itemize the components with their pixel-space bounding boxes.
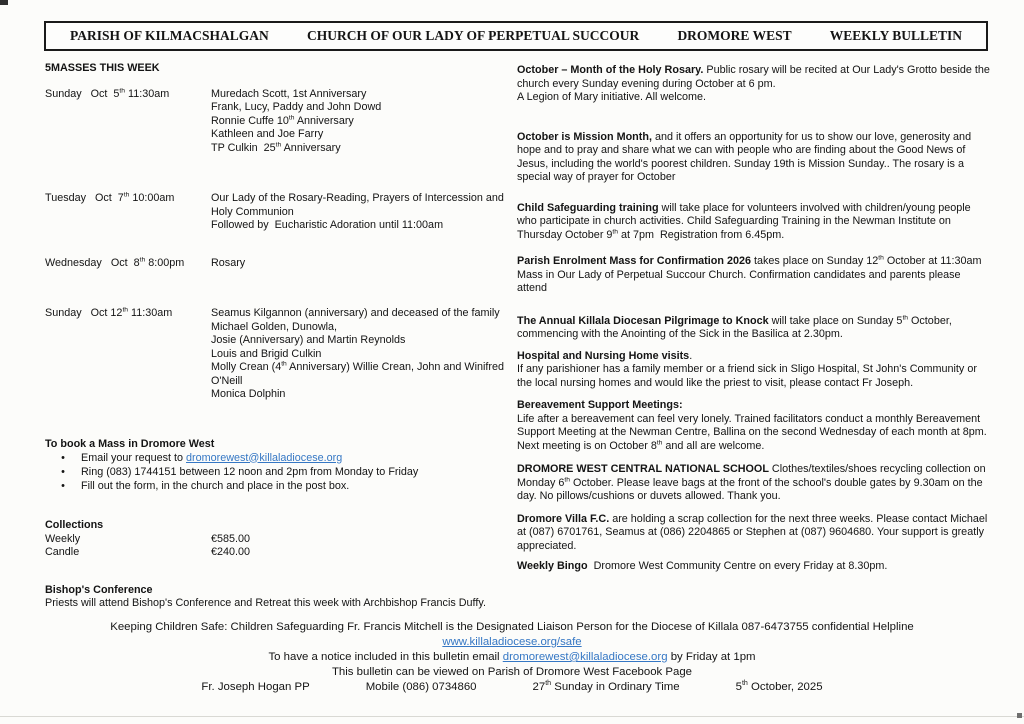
mass-intention-line: Muredach Scott, 1st Anniversary <box>211 87 367 100</box>
book-mass-section <box>45 438 507 494</box>
priest-mobile: Mobile (086) 0734860 <box>365 681 477 693</box>
email-link[interactable]: dromorewest@killaladiocese.org <box>502 651 668 663</box>
masses-heading: 5MASSES THIS WEEK <box>45 62 160 74</box>
bullet-icon: • <box>61 451 65 464</box>
mass-intention-line: Rosary <box>211 256 246 269</box>
header-location: DROMORE WEST <box>677 28 792 44</box>
footer-notice-submission-line: To have a notice included in this bulletin email dromorewest@killaladiocese.org by Friday at 1pm <box>268 651 756 663</box>
mass-intentions <box>211 257 507 271</box>
bishops-conference-heading: Bishop's Conference <box>45 583 153 596</box>
book-mass-bullet <box>45 480 507 494</box>
collection-row <box>45 533 507 547</box>
collection-amount: €240.00 <box>211 546 251 558</box>
mass-datetime: Sunday Oct 12th 11:30am <box>45 306 173 319</box>
notice-school-recycling: DROMORE WEST CENTRAL NATIONAL SCHOOL Clothes/textiles/shoes recycling collection on Monday 6th October. Please leave bags at the front of the school's double gates by 9.30am on the day. No pillows/cushions or duvets allowed. Thank you. <box>517 463 989 502</box>
bullet-icon: • <box>61 479 65 492</box>
header-box <box>44 21 988 51</box>
mass-intention-line: Michael Golden, Dunowla, <box>211 320 338 333</box>
mass-intention-line: TP Culkin 25th Anniversary <box>211 140 341 154</box>
mass-intention-line: Josie (Anniversary) and Martin Reynolds <box>211 334 406 346</box>
book-mass-bullet <box>45 466 507 480</box>
notice-knock-pilgrimage: The Annual Killala Diocesan Pilgrimage to Knock will take place on Sunday 5th October, commencing with the Anointing of the Sick in the Basilica at 2.30pm. <box>517 313 955 340</box>
left-column <box>45 62 507 611</box>
notice-hospital-visits: Hospital and Nursing Home visits. If any parishioner has a family member or a friend sick in Sligo Hospital, St John's Community or the local nursing homes and would like the priest to visit, please contact Fr Joseph. <box>517 349 980 389</box>
notice-mission-month: October is Mission Month, and it offers an opportunity for us to show our love, generosity and hope and to pray and share what we can with people who are finding about the Good News of Jesus, including the world's poorest children. Sunday 19th is Mission Sunday.. The rosary is a special way of prayer for October <box>517 130 975 183</box>
bishops-conference-text: Priests will attend Bishop's Conference and Retreat this week with Archbishop Francis Duffy. <box>45 597 486 609</box>
header-parish-name: PARISH OF KILMACSHALGAN <box>70 28 269 44</box>
book-mass-bullet-text: Email your request to dromorewest@killaladiocese.org <box>81 451 343 464</box>
mass-intention-line: Louis and Brigid Culkin <box>211 347 322 360</box>
book-mass-bullet-text: Ring (083) 1744151 between 12 noon and 2pm from Monday to Friday <box>81 465 419 478</box>
mass-datetime: Wednesday Oct 8th 8:00pm <box>45 255 185 269</box>
notice-bereavement-support: Bereavement Support Meetings: Life after a bereavement can feel very lonely. Trained facilitators conduct a monthly Bereavement Support Meeting at the Newman Centre, Ballina on the second Wednesday of each month at 8pm. Next meeting is on October 8th and all are welcome. <box>517 399 990 452</box>
notice-enrolment-mass: Parish Enrolment Mass for Confirmation 2026 takes place on Sunday 12th October at 11:30am Mass in Our Lady of Perpetual Succour Church. Confirmation candidates and parents please attend <box>517 254 985 294</box>
book-mass-bullet <box>45 452 507 466</box>
scan-artifact-top-left <box>0 0 8 5</box>
mass-intention-line: Ronnie Cuffe 10th Anniversary <box>211 113 354 127</box>
book-mass-bullet-text: Fill out the form, in the church and place in the post box. <box>81 479 350 492</box>
collection-label: Weekly <box>45 532 81 545</box>
scan-artifact-bottom-line <box>0 716 1024 717</box>
header-church-name: CHURCH OF OUR LADY OF PERPETUAL SUCCOUR <box>306 28 640 44</box>
mass-row <box>45 192 507 233</box>
mass-intentions <box>211 192 507 233</box>
bishops-conference-section <box>45 584 507 611</box>
mass-row <box>45 88 507 156</box>
footer <box>0 620 1024 695</box>
mass-intention-line: Molly Crean (4th Anniversary) Willie Crean, John and Winifred O'Neill <box>211 360 508 387</box>
scan-artifact-bottom-right <box>1017 713 1022 718</box>
footer-facebook-line: This bulletin can be viewed on Parish of Dromore West Facebook Page <box>331 666 693 678</box>
priest-name: Fr. Joseph Hogan PP <box>201 681 310 693</box>
mass-row <box>45 257 507 271</box>
collection-row <box>45 546 507 560</box>
book-mass-heading: To book a Mass in Dromore West <box>45 437 215 450</box>
collections-heading: Collections <box>45 519 104 531</box>
notice-october-rosary: October – Month of the Holy Rosary. Public rosary will be recited at Our Lady's Grotto beside the church every Sunday evening during October at 6 pm. A Legion of Mary initiative. All welcome. <box>517 64 993 103</box>
bullet-icon: • <box>61 465 65 478</box>
footer-safeguarding-url-line <box>0 635 1024 650</box>
mass-intention-line: Our Lady of the Rosary-Reading, Prayers of Intercession and Holy Communion <box>211 192 507 218</box>
footer-signature-row <box>0 680 1024 695</box>
liturgical-sunday: 27th Sunday in Ordinary Time <box>532 680 680 693</box>
mass-intention-line: Monica Dolphin <box>211 388 286 400</box>
mass-intentions <box>211 307 507 402</box>
notice-weekly-bingo: Weekly Bingo Dromore West Community Centre on every Friday at 8.30pm. <box>517 560 888 572</box>
header-bulletin-label: WEEKLY BULLETIN <box>829 28 962 44</box>
notice-child-safeguarding: Child Safeguarding training will take place for volunteers involved with children/young people who participate in church activities. Child Safeguarding Training in the Newman Institute on Thursday October 9th at 7pm Registration from 6.45pm. <box>517 201 974 241</box>
mass-row <box>45 307 507 402</box>
right-column <box>517 62 993 574</box>
notice-dromore-villa-fc: Dromore Villa F.C. are holding a scrap collection for the next three weeks. Please contact Michael at (087) 6701761, Seamus at (086) 2204865 or Stephen at (087) 9604680. Your support is greatly appreciated. <box>517 512 991 552</box>
mass-datetime: Sunday Oct 5th 11:30am <box>45 86 170 100</box>
mass-datetime: Tuesday Oct 7th 10:00am <box>45 191 175 204</box>
safeguarding-link[interactable]: www.killaladiocese.org/safe <box>442 636 582 648</box>
mass-intention-line: Seamus Kilgannon (anniversary) and deceased of the family <box>211 307 500 319</box>
collection-amount: €585.00 <box>211 532 251 545</box>
collections-section <box>45 519 507 560</box>
bulletin-date: 5th October, 2025 <box>735 680 823 693</box>
mass-intention-line: Frank, Lucy, Paddy and John Dowd <box>211 101 382 113</box>
mass-intention-line: Followed by Eucharistic Adoration until 11:00am <box>211 219 444 231</box>
footer-safeguarding-line: Keeping Children Safe: Children Safeguarding Fr. Francis Mitchell is the Designated Liaison Person for the Diocese of Killala 087-6473755 confidential Helpline <box>110 621 914 633</box>
mass-intentions <box>211 88 507 156</box>
mass-intention-line: Kathleen and Joe Farry <box>211 128 324 140</box>
email-link[interactable]: dromorewest@killaladiocese.org <box>186 451 343 464</box>
collection-label: Candle <box>45 546 80 558</box>
